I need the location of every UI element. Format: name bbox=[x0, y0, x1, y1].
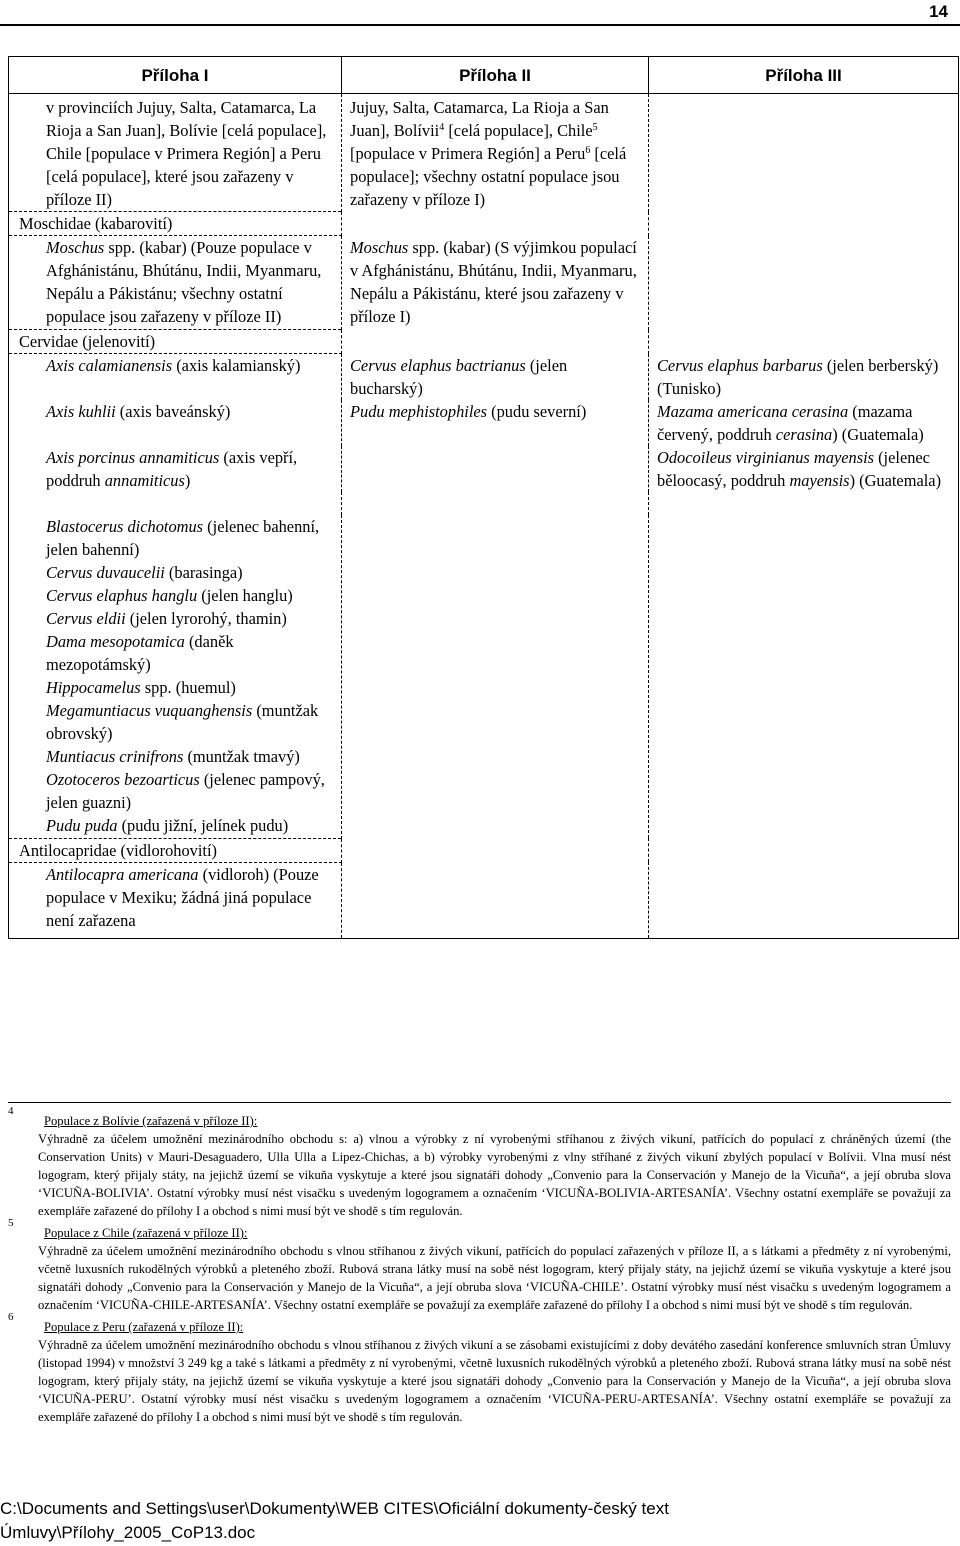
footnote-4 bbox=[8, 1105, 951, 1220]
species-entry: Axis kuhlii (axis baveánský) bbox=[9, 400, 342, 446]
table-row bbox=[9, 446, 959, 492]
cervidae-species-list bbox=[9, 515, 342, 839]
species-entry: Cervus elaphus barbarus (jelen berberský) (Tunisko) bbox=[649, 354, 959, 400]
species-entry: Axis calamianensis (axis kalamianský) bbox=[9, 354, 342, 400]
species-entry: Axis porcinus annamiticus (axis vepří, poddruh annamiticus) bbox=[9, 446, 342, 492]
document-file-path bbox=[0, 1497, 960, 1545]
family-row-moschidae bbox=[9, 212, 959, 236]
footnote-6 bbox=[8, 1311, 951, 1426]
footnote-number: 4 bbox=[8, 1105, 14, 1117]
page-header bbox=[0, 0, 960, 26]
table-row bbox=[9, 94, 959, 212]
cont-appendix-1-cell: v provinciích Jujuy, Salta, Catamarca, La Rioja a San Juan], Bolívie [celá populace], Chile [populace v Primera Región] a Peru [celá populace], které jsou zařazeny v příloze II) bbox=[9, 94, 342, 212]
family-moschidae: Moschidae (kabarovití) bbox=[9, 212, 342, 236]
footnote-body: Výhradně za účelem umožnění mezinárodního obchodu s vlnou stříhanou z živých vikuní, patřících do populací zařazených v příloze II, a s látkami a předměty z ní vyrobenými, včetně luxusních rukodělných výrobků a pleteného zboží. Rubová strana látky musí na sobě nést logogram, který přijaly státy, na jejichž území se vikuňa vyskytuje a které jsou signatáři dohody „Convenio para la Conservación y Manejo de la Vicuña“, a její obruba slova ‘VICUÑA-CHILE’. Ostatní výrobky musí nést visačku s uvedeným logogramem a označením ‘VICUÑA-CHILE-ARTESANÍA’. Všechny ostatní exempláře se považují za exempláře zařazené do přílohy I a obchod s nimi musí být ve shodě s tím regulován. bbox=[38, 1244, 951, 1312]
table-row bbox=[9, 492, 959, 515]
footnote-number: 5 bbox=[8, 1217, 14, 1229]
species-entry: Odocoileus virginianus mayensis (jelenec běloocasý, poddruh mayensis) (Guatemala) bbox=[649, 446, 959, 492]
species-entry: Cervus eldii (jelen lyrorohý, thamin) bbox=[46, 608, 287, 628]
species-entry: Megamuntiacus vuquanghensis (muntžak obrovský) bbox=[46, 700, 319, 743]
species-entry: Antilocapra americana (vidloroh) (Pouze populace v Mexiku; žádná jiná populace není zařazena bbox=[9, 862, 342, 938]
header-appendix-2: Příloha II bbox=[342, 57, 649, 94]
species-entry: Mazama americana cerasina (mazama červený, poddruh cerasina) (Guatemala) bbox=[649, 400, 959, 446]
species-entry: Pudu puda (pudu jižní, jelínek pudu) bbox=[46, 815, 289, 835]
species-entry: Blastocerus dichotomus (jelenec bahenní, jelen bahenní) bbox=[46, 516, 320, 559]
footnotes bbox=[8, 1105, 951, 1430]
footnote-body: Výhradně za účelem umožnění mezinárodního obchodu s: a) vlnou a výrobky z ní vyrobenými stříhanou z živých vikuní, patřících do populací z chráněných území (the Conservation Units) v Mauri-Desaguadero, Ulla Ulla a Lipez-Chichas, a b) výrobky vyrobenými z vlny stříhané z živých vikuní zbylých populací v Bolívii. Vlna musí nést logogram, který přijaly státy, na jejichž území se vikuňa vyskytuje a které jsou signatáři dohody „Convenio para la Conservación y Manejo de la Vicuña“, a její obruba slova ‘VICUÑA-BOLIVIA’. Ostatní výrobky musí nést visačku s uvedeným logogramem a označením ‘VICUÑA-BOLIVIA-ARTESANÍA’. Všechny ostatní exempláře se považují za exempláře zařazené do přílohy I a obchod s nimi musí být ve shodě s tím regulován. bbox=[38, 1132, 951, 1218]
species-entry: Pudu mephistophiles (pudu severní) bbox=[342, 400, 649, 446]
header-appendix-3: Příloha III bbox=[649, 57, 959, 94]
table-row bbox=[9, 515, 959, 839]
table-header-row bbox=[9, 57, 959, 94]
table-row bbox=[9, 400, 959, 446]
species-entry: Dama mesopotamica (daněk mezopotámský) bbox=[46, 631, 234, 674]
footnote-body: Výhradně za účelem umožnění mezinárodního obchodu s vlnou stříhanou z živých vikuní a se zásobami existujícími z doby devátého zasedání konference smluvních stran Úmluvy (listopad 1994) v množství 3 249 kg a také s látkami a předměty z ní vyrobenými, včetně luxusních rukodělných výrobků a pleteného zboží. Rubová strana látky musí na sobě nést logogram, který přijaly státy, na jejichž území se vikuňa vyskytuje a které jsou signatáři dohody „Convenio para la Conservación y Manejo de la Vicuña“, a její obruba slova ‘VICUÑA-PERU’. Ostatní výrobky musí nést visačku s uvedeným logogramem a označením ‘VICUÑA-PERU-ARTESANÍA’. Všechny ostatní exempláře se považují za exempláře zařazené do přílohy I a obchod s nimi musí být ve shodě s tím regulován. bbox=[38, 1338, 951, 1424]
cont-appendix-3-cell bbox=[649, 94, 959, 212]
species-entry: Cervus duvaucelii (barasinga) bbox=[46, 562, 243, 582]
footnote-title: Populace z Chile (zařazená v příloze II): bbox=[44, 1226, 248, 1240]
appendix-table bbox=[8, 56, 959, 939]
species-entry: Cervus elaphus bactrianus (jelen bucharský) bbox=[342, 354, 649, 400]
family-cervidae: Cervidae (jelenovití) bbox=[9, 330, 342, 354]
moschus-appendix-2: Moschus spp. (kabar) (S výjimkou populací v Afghánistánu, Bhútánu, Indii, Myanmaru, Nepálu a Pákistánu, které jsou zařazeny v příloze I) bbox=[342, 236, 649, 330]
page-number: 14 bbox=[929, 2, 948, 21]
family-antilocapridae: Antilocapridae (vidlorohovití) bbox=[9, 838, 342, 862]
footnote-5 bbox=[8, 1217, 951, 1314]
footnote-ref-4: 4 bbox=[439, 122, 445, 133]
file-path-line-2: Úmluvy\Přílohy_2005_CoP13.doc bbox=[0, 1523, 256, 1542]
footnote-ref-6: 6 bbox=[585, 145, 591, 156]
family-row-cervidae bbox=[9, 330, 959, 354]
species-entry: Hippocamelus spp. (huemul) bbox=[46, 677, 236, 697]
species-entry: Cervus elaphus hanglu (jelen hanglu) bbox=[46, 585, 293, 605]
footnote-title: Populace z Bolívie (zařazená v příloze II): bbox=[44, 1114, 258, 1128]
table-row bbox=[9, 354, 959, 400]
moschus-appendix-1: Moschus spp. (kabar) (Pouze populace v Afghánistánu, Bhútánu, Indii, Myanmaru, Nepálu a Pákistánu; všechny ostatní populace jsou zařazeny v příloze II) bbox=[9, 236, 342, 330]
footnote-ref-5: 5 bbox=[592, 122, 598, 133]
file-path-line-1: C:\Documents and Settings\user\Dokumenty\WEB CITES\Oficiální dokumenty-český text bbox=[0, 1499, 669, 1518]
table-row bbox=[9, 236, 959, 330]
header-appendix-1: Příloha I bbox=[9, 57, 342, 94]
footnote-separator bbox=[8, 1102, 951, 1103]
footnote-number: 6 bbox=[8, 1311, 14, 1323]
footnote-title: Populace z Peru (zařazená v příloze II): bbox=[44, 1320, 244, 1334]
cont-appendix-2-cell: Jujuy, Salta, Catamarca, La Rioja a San Juan], Bolívii$^4$ [celá populace], Chile$^5$ [populace v Primera Región] a Peru$^6$ [celá populace]; všechny ostatní populace jsou zařazeny v příloze I) bbox=[342, 94, 649, 212]
species-entry: Ozotoceros bezoarticus (jelenec pampový, jelen guazni) bbox=[46, 769, 325, 812]
family-row-antilocapridae bbox=[9, 838, 959, 862]
table-row bbox=[9, 862, 959, 938]
species-entry: Muntiacus crinifrons (muntžak tmavý) bbox=[46, 746, 300, 766]
